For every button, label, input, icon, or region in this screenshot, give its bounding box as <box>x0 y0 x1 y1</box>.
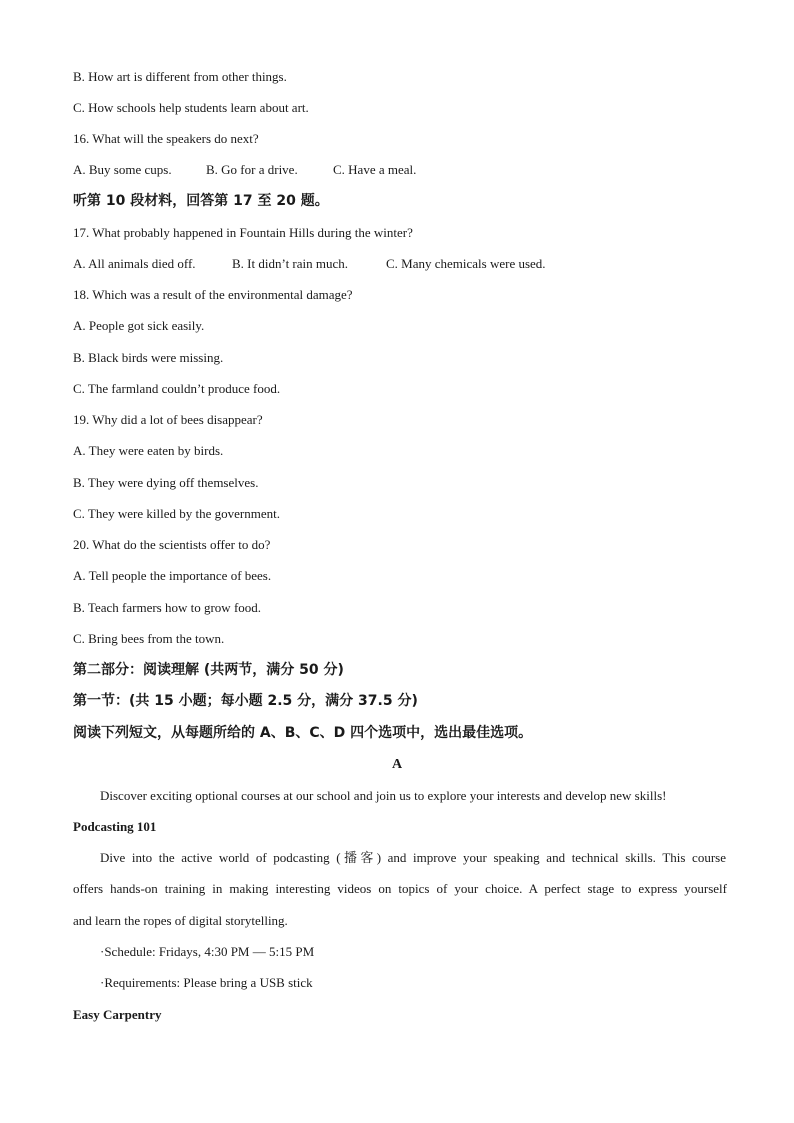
q18-option-a: A. People got sick easily. <box>73 318 205 333</box>
q16-question: 16. What will the speakers do next? <box>73 131 259 146</box>
course-title-carpentry: Easy Carpentry <box>73 1007 162 1022</box>
q17-options <box>73 256 546 272</box>
course-desc-line-1: Dive into the active world of podcasting (播客) and improve your speaking and technical skills. This course <box>100 850 726 865</box>
q18-option-c: C. The farmland couldn’t produce food. <box>73 381 281 396</box>
q18-option-b: B. Black birds were missing. <box>73 350 224 365</box>
section1-header: 第一节：(共 15 小题；每小题 2.5 分，满分 37.5 分) <box>73 693 418 709</box>
q20-option-c: C. Bring bees from the town. <box>73 631 225 646</box>
course-requirements: ·Requirements: Please bring a USB stick <box>100 975 313 990</box>
course-desc-line-2: offers hands-on training in making interesting videos on topics of your choice. A perfect stage to express yourself <box>73 881 727 896</box>
passage-label: A <box>391 757 403 772</box>
q19-question: 19. Why did a lot of bees disappear? <box>73 412 263 427</box>
part2-header: 第二部分：阅读理解 (共两节，满分 50 分) <box>73 662 344 678</box>
q16-option-b: B. Go for a drive. <box>206 162 298 177</box>
course-desc-line-3: and learn the ropes of digital storytelling. <box>73 913 288 928</box>
q20-question: 20. What do the scientists offer to do? <box>73 537 271 552</box>
q19-option-a: A. They were eaten by birds. <box>73 443 224 458</box>
course-title-podcasting: Podcasting 101 <box>73 819 157 834</box>
q15-option-b: B. How art is different from other things. <box>73 69 287 84</box>
q16-option-a: A. Buy some cups. <box>73 162 172 177</box>
passage-intro: Discover exciting optional courses at our school and join us to explore your interests and develop new skills! <box>100 788 667 803</box>
reading-instruction: 阅读下列短文，从每题所给的 A、B、C、D 四个选项中，选出最佳选项。 <box>73 725 533 741</box>
q16-options <box>73 162 416 178</box>
q19-option-b: B. They were dying off themselves. <box>73 475 259 490</box>
course-schedule: ·Schedule: Fridays, 4:30 PM — 5:15 PM <box>100 944 315 959</box>
q20-option-b: B. Teach farmers how to grow food. <box>73 600 262 615</box>
q17-option-c: C. Many chemicals were used. <box>386 256 546 271</box>
q17-question: 17. What probably happened in Fountain Hills during the winter? <box>73 225 413 240</box>
section10-header: 听第 10 段材料，回答第 17 至 20 题。 <box>73 193 329 209</box>
q19-option-c: C. They were killed by the government. <box>73 506 280 521</box>
q18-question: 18. Which was a result of the environmental damage? <box>73 287 353 302</box>
q16-option-c: C. Have a meal. <box>333 162 417 177</box>
q17-option-a: A. All animals died off. <box>73 256 196 271</box>
q15-option-c: C. How schools help students learn about art. <box>73 100 309 115</box>
q20-option-a: A. Tell people the importance of bees. <box>73 568 272 583</box>
q17-option-b: B. It didn’t rain much. <box>232 256 349 271</box>
